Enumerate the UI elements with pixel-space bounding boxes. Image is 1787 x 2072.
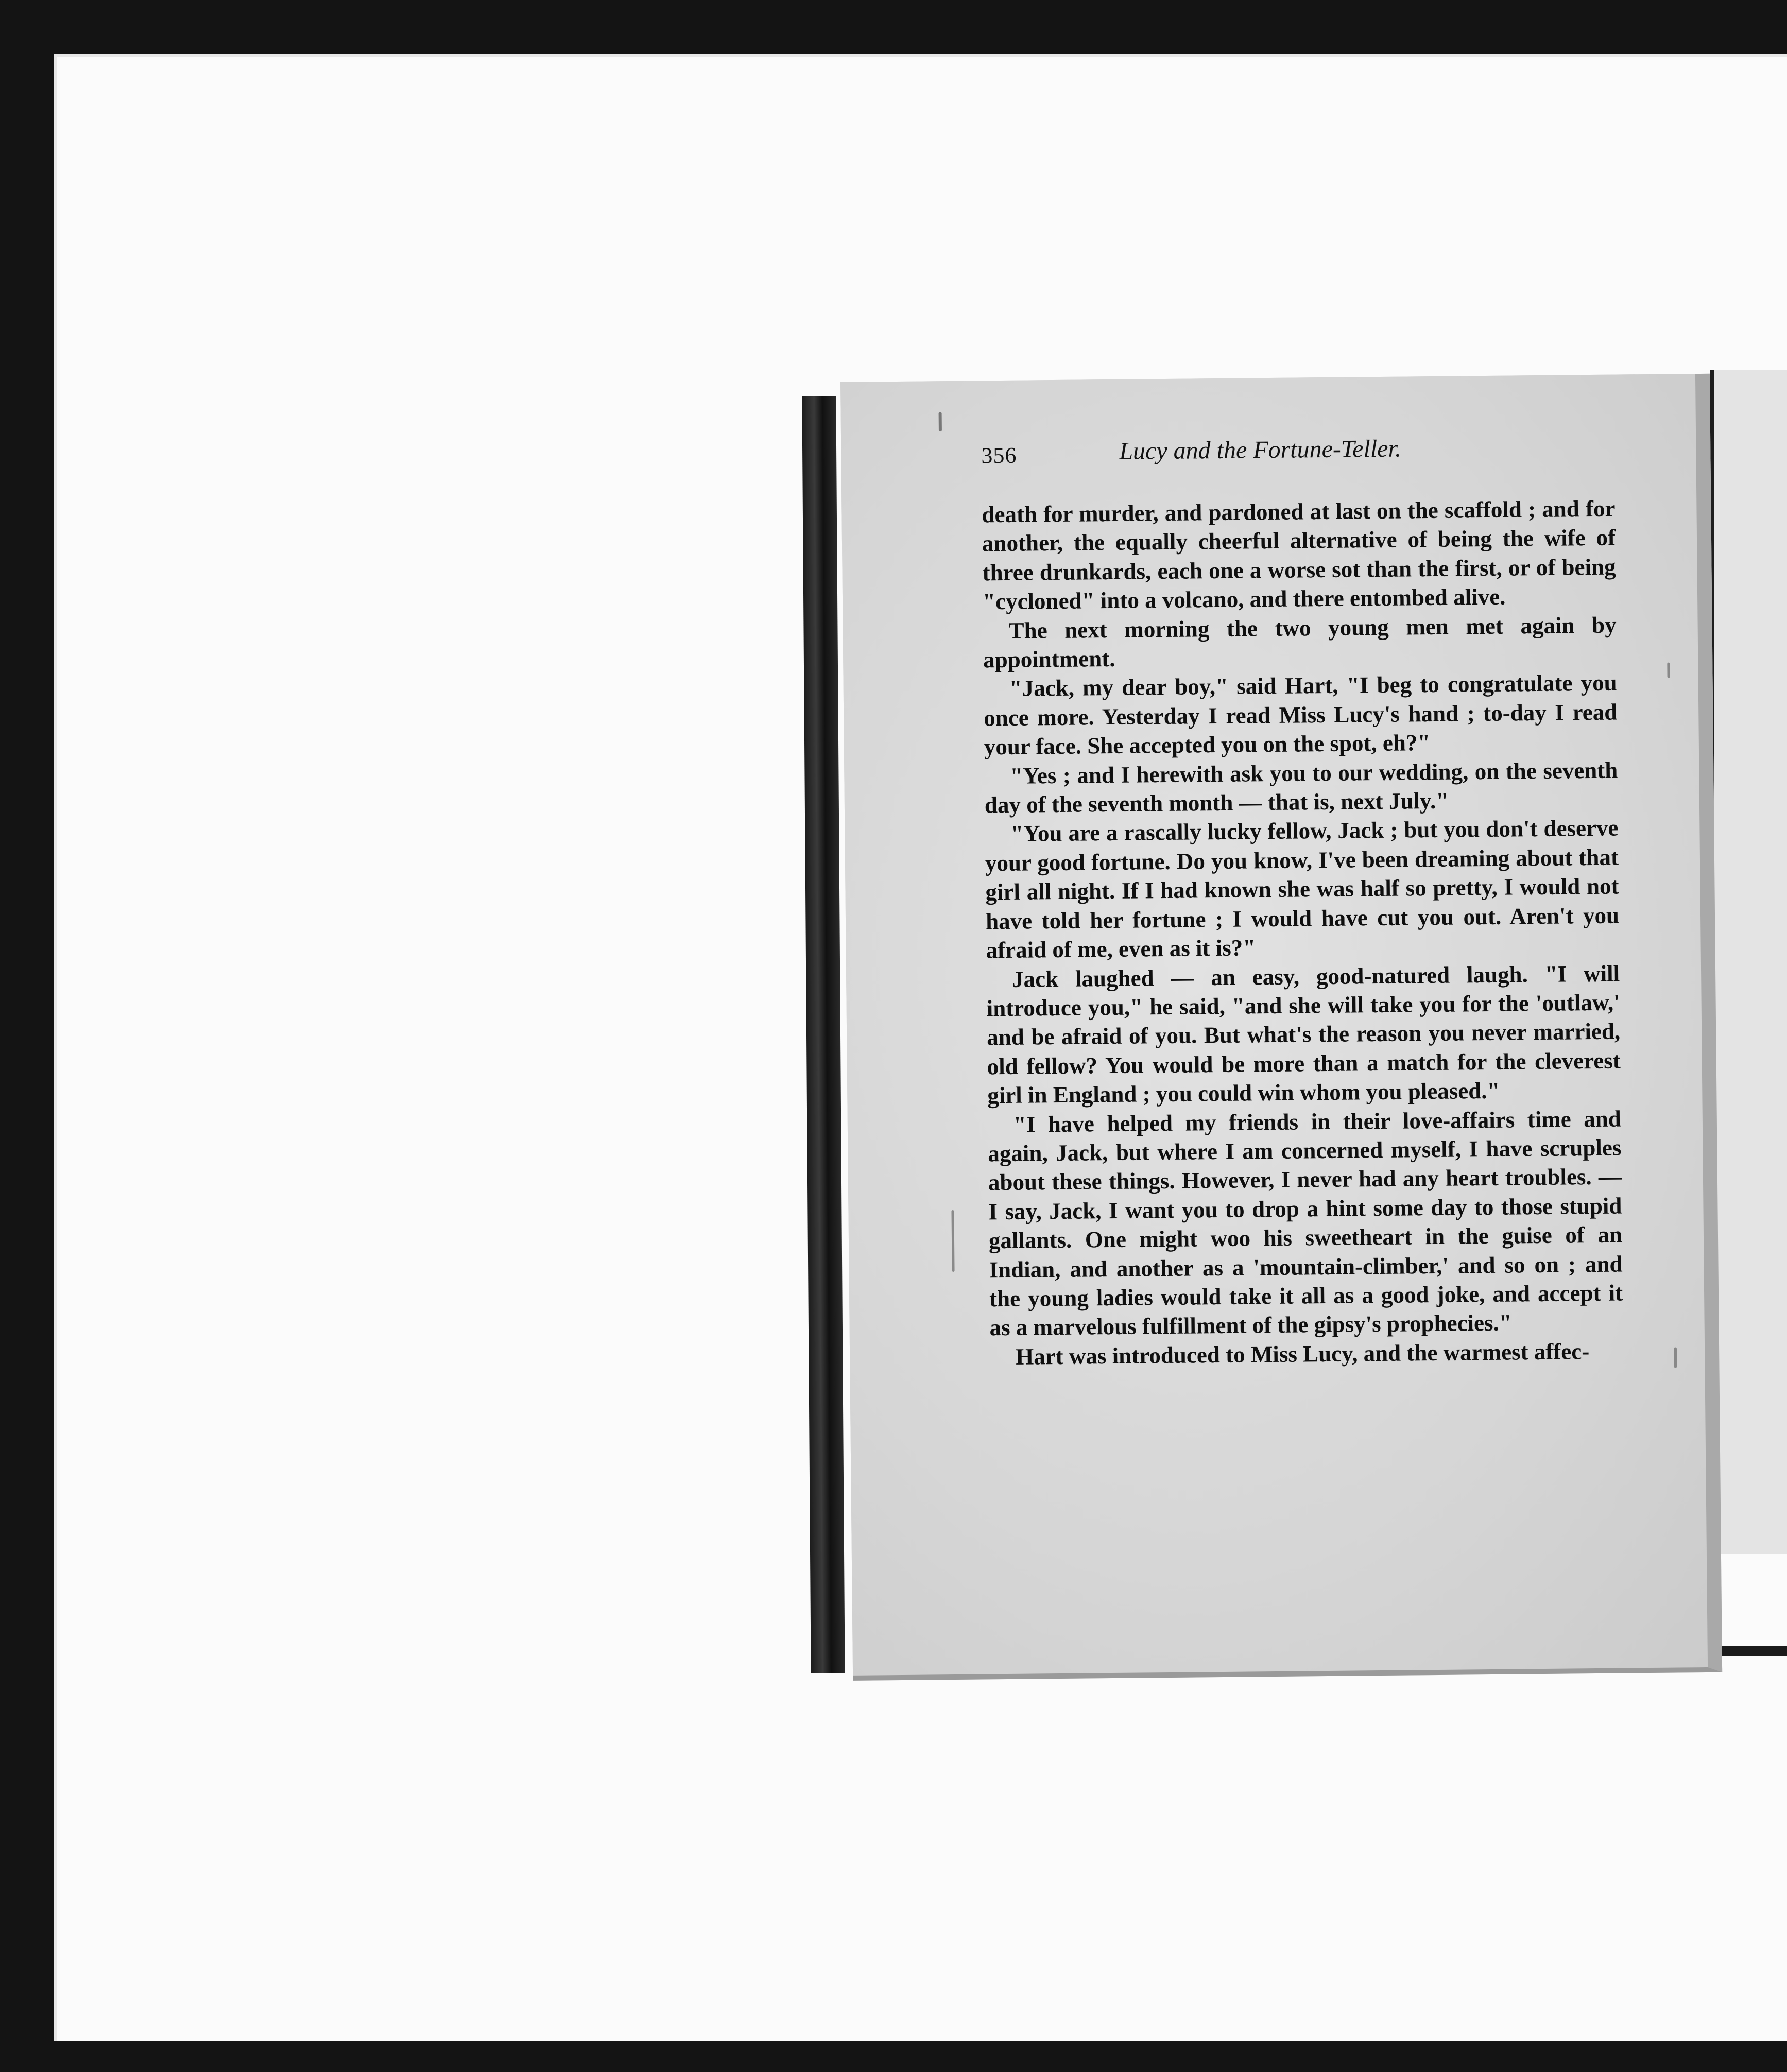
page-number: 356	[981, 442, 1017, 469]
body-text	[982, 494, 1623, 1372]
paragraph: Hart was introduced to Miss Lucy, and the warmest affec-	[1015, 1338, 1590, 1370]
paragraph: The next morning the two young men met again by appointment.	[983, 612, 1617, 673]
paragraph: "I have helped my friends in their love-affairs time and again, Jack, but where I am concerned myself, I have scruples about these things. However, I never had any heart troubles. — I say, Jack, I want you to drop a hint some day to those stupid gallants. One might woo his sweetheart in the guise of an Indian, and another as a 'mountain-climber,' and so on ; and the young ladies would take it all as a good joke, and accept it as a marvelous fulfillment of the gipsy's prophecies."	[988, 1106, 1623, 1341]
scan-speck	[951, 1210, 954, 1272]
running-title: Lucy and the Fortune-Teller.	[1119, 435, 1402, 465]
book-page	[840, 374, 1722, 1681]
adjacent-page-edge	[1710, 370, 1787, 1554]
scan-speck	[939, 412, 942, 431]
paragraph: Jack laughed — an easy, good-natured laugh. "I will introduce you," he said, "and she will take you for the 'outlaw,' and be afraid of you. But what's the reason you never married, old fellow? You would be more than a match for the cleverest girl in England ; you could win whom you pleased."	[986, 960, 1621, 1109]
scan-speck	[1674, 1347, 1677, 1368]
scan-speck	[1667, 663, 1670, 678]
paragraph: "Yes ; and I herewith ask you to our wedding, on the seventh day of the seventh month — that is, next July."	[984, 757, 1618, 818]
paragraph: "Jack, my dear boy," said Hart, "I beg to congratulate you once more. Yesterday I read Miss Lucy's hand ; to-day I read your face. She accepted you on the spot, eh?"	[984, 669, 1618, 760]
running-head	[981, 433, 1600, 475]
paragraph: death for murder, and pardoned at last on the scaffold ; and for another, the equally cheerful alternative of being the wife of three drunkards, each one a worse sot than the first, or of being "cycloned" into a volcano, and there entombed alive.	[982, 495, 1616, 615]
paragraph: "You are a rascally lucky fellow, Jack ; but you don't deserve your good fortune. Do you know, I've been dreaming about that girl all night. If I had known she was half so pretty, I would not have told her fortune ; I would have cut you out. Aren't you afraid of me, even as it is?"	[985, 815, 1620, 963]
